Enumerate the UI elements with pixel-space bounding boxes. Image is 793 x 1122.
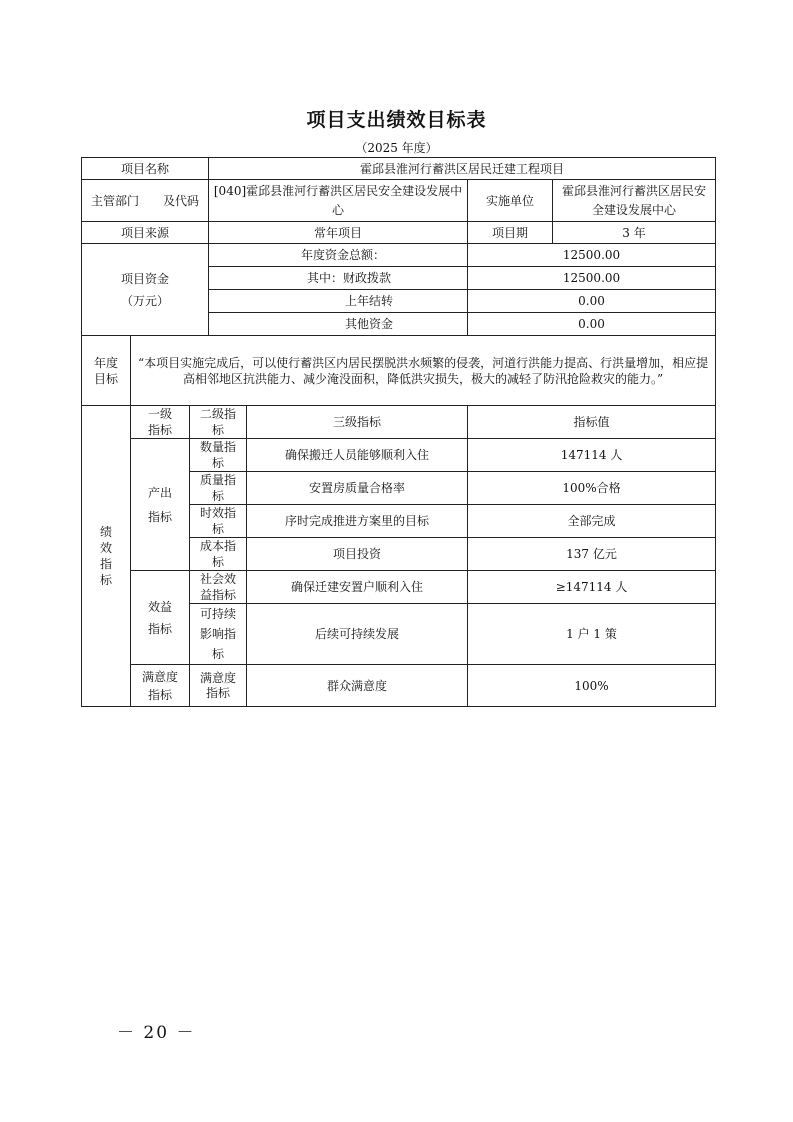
fund-label: 项目资金 （万元） <box>82 244 209 336</box>
output-l2-cost: 成本指标 <box>190 538 247 571</box>
project-name-row <box>82 158 716 180</box>
impl-unit-value: 霍邱县淮河行蓄洪区居民安全建设发展中心 <box>553 180 716 222</box>
department-row <box>82 180 716 222</box>
annual-goal-text: “本项目实施完成后，可以使行蓄洪区内居民摆脱洪水频繁的侵袭，河道行洪能力提高、行洪量增加，相应提高相邻地区抗洪能力、减少淹没面积，降低洪灾损失，极大的减轻了防汛抢险救灾的能力。” <box>131 336 716 406</box>
output-l2-quality: 质量指标 <box>190 472 247 505</box>
impl-unit-label: 实施单位 <box>468 180 553 222</box>
page-title: 项目支出绩效目标表 <box>306 109 487 131</box>
benefit-value-sustainable: 1 户 1 策 <box>468 604 716 665</box>
header-value: 指标值 <box>468 406 716 439</box>
output-l3-cost: 项目投资 <box>247 538 468 571</box>
fund-fiscal-label: 其中：财政拨款 <box>209 267 468 290</box>
header-l1: 一级指标 <box>131 406 190 439</box>
fund-carryover-value: 0.00 <box>468 290 716 313</box>
table-row <box>82 571 716 604</box>
output-l2-quantity: 数量指标 <box>190 439 247 472</box>
source-value: 常年项目 <box>209 222 468 244</box>
annual-goal-row <box>82 336 716 406</box>
output-l1: 产出指标 <box>131 439 190 571</box>
output-value-cost: 137 亿元 <box>468 538 716 571</box>
table-row <box>82 439 716 472</box>
satisfaction-l3: 群众满意度 <box>247 665 468 707</box>
department-label: 主管部门 及代码 <box>82 180 209 222</box>
table-row <box>82 665 716 707</box>
source-label: 项目来源 <box>82 222 209 244</box>
project-name-value: 霍邱县淮河行蓄洪区居民迁建工程项目 <box>209 158 716 180</box>
period-value: 3 年 <box>553 222 716 244</box>
benefit-value-social: ≥147114 人 <box>468 571 716 604</box>
fund-carryover-label: 上年结转 <box>209 290 468 313</box>
department-value: [040]霍邱县淮河行蓄洪区居民安全建设发展中心 <box>209 180 468 222</box>
header-l2: 二级指标 <box>190 406 247 439</box>
fund-fiscal-value: 12500.00 <box>468 267 716 290</box>
page-number: － 20 － <box>117 1023 196 1043</box>
benefit-l3-social: 确保迁建安置户顺利入住 <box>247 571 468 604</box>
benefit-l1: 效益指标 <box>131 571 190 665</box>
performance-table <box>81 157 716 707</box>
benefit-l3-sustainable: 后续可持续发展 <box>247 604 468 665</box>
output-value-quality: 100%合格 <box>468 472 716 505</box>
output-l3-quantity: 确保搬迁人员能够顺利入住 <box>247 439 468 472</box>
output-value-quantity: 147114 人 <box>468 439 716 472</box>
source-row <box>82 222 716 244</box>
fund-other-value: 0.00 <box>468 313 716 336</box>
output-l3-timeliness: 序时完成推进方案里的目标 <box>247 505 468 538</box>
fund-row-total <box>82 244 716 267</box>
fund-total-value: 12500.00 <box>468 244 716 267</box>
project-name-label: 项目名称 <box>82 158 209 180</box>
satisfaction-l2: 满意度指标 <box>190 665 247 707</box>
fund-other-label: 其他资金 <box>209 313 468 336</box>
output-value-timeliness: 全部完成 <box>468 505 716 538</box>
benefit-l2-sustainable: 可持续影响指标 <box>190 604 247 665</box>
output-l3-quality: 安置房质量合格率 <box>247 472 468 505</box>
perf-header-row <box>82 406 716 439</box>
output-l2-timeliness: 时效指标 <box>190 505 247 538</box>
year-subtitle: （2025 年度） <box>355 141 438 155</box>
benefit-l2-social: 社会效益指标 <box>190 571 247 604</box>
header-l3: 三级指标 <box>247 406 468 439</box>
annual-goal-label: 年度目标 <box>82 336 131 406</box>
satisfaction-value: 100% <box>468 665 716 707</box>
fund-total-label: 年度资金总额： <box>209 244 468 267</box>
period-label: 项目期 <box>468 222 553 244</box>
perf-label: 绩效指标 <box>82 406 131 707</box>
satisfaction-l1: 满意度指标 <box>131 665 190 707</box>
